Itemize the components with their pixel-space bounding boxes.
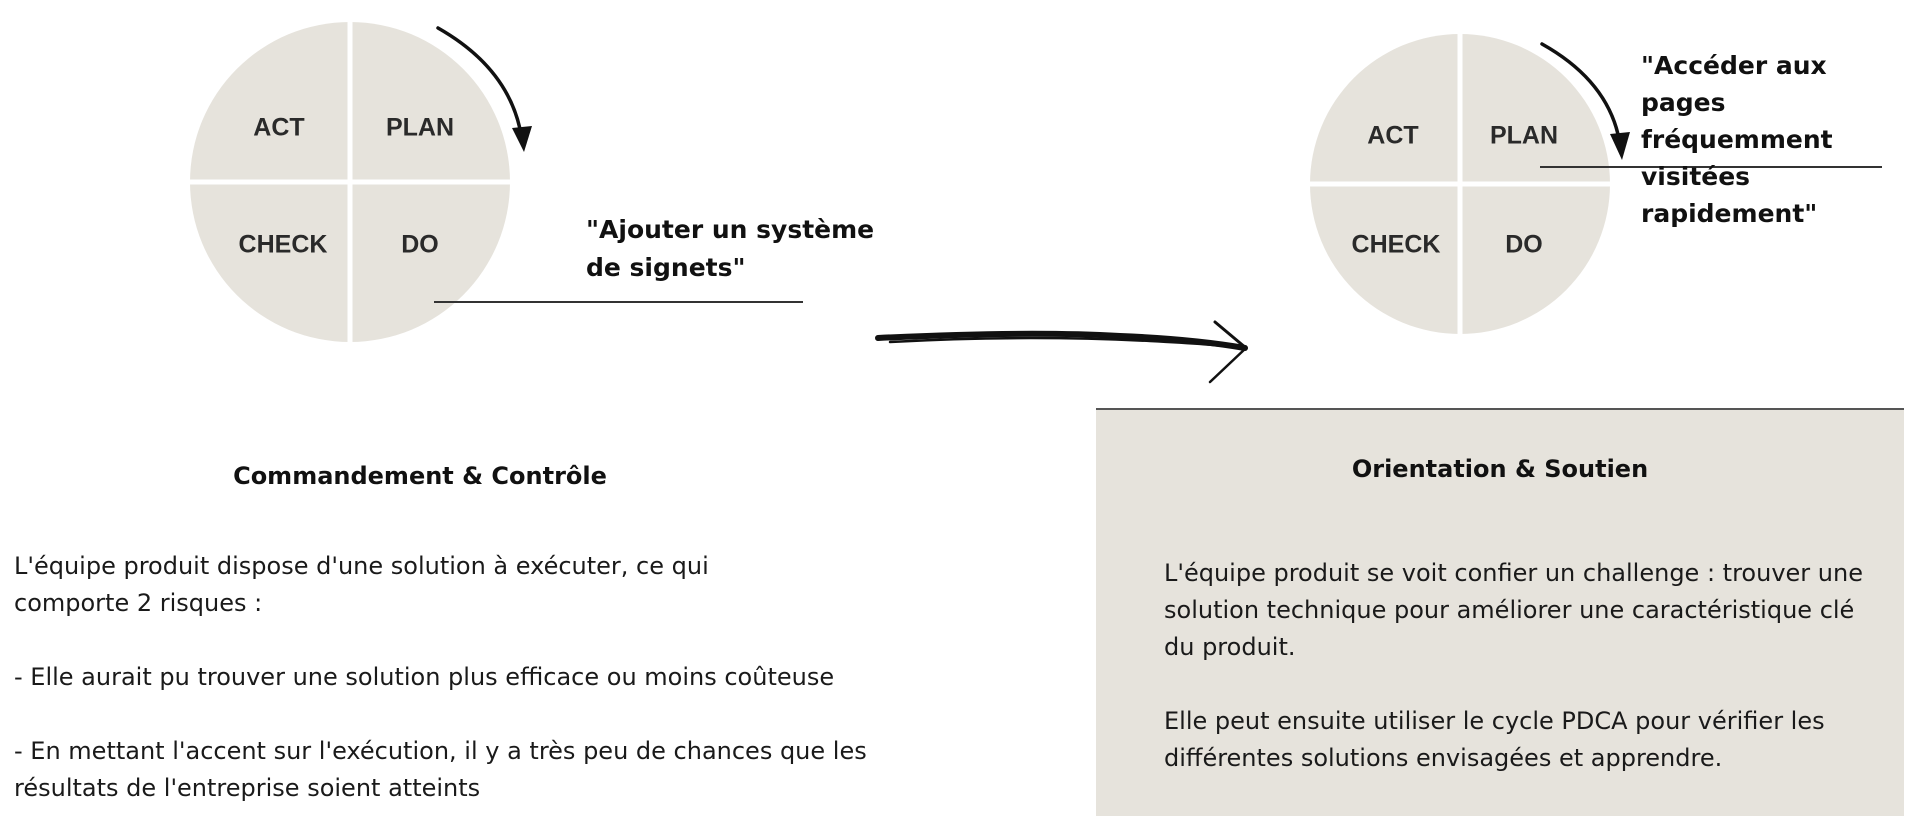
left-panel-body: [14, 548, 1074, 807]
left-quote: [586, 211, 874, 287]
right-panel: [1096, 408, 1904, 816]
right-quote-line-1: "Accéder aux pages: [1641, 51, 1827, 117]
left-panel-risk-2-line-1: - En mettant l'accent sur l'exécution, il y a très peu de chances que les: [14, 737, 867, 765]
left-panel-intro-line-1: L'équipe produit dispose d'une solution à exécuter, ce qui: [14, 552, 709, 580]
right-quote-line-3: rapidement": [1641, 199, 1818, 228]
transition-arrow-head-lower: [1210, 348, 1246, 382]
left-panel-risk-2-line-2: résultats de l'entreprise soient atteints: [14, 774, 481, 802]
right-cycle-check: CHECK: [1351, 230, 1441, 259]
left-panel-risk-1: - Elle aurait pu trouver une solution plus efficace ou moins coûteuse: [14, 663, 835, 691]
left-panel-intro-line-2: comporte 2 risques :: [14, 589, 263, 617]
right-panel-para-2-line-1: Elle peut ensuite utiliser le cycle PDCA pour vérifier les: [1164, 707, 1825, 735]
right-panel-para-1-line-1: L'équipe produit se voit confier un challenge : trouver une: [1164, 559, 1863, 587]
left-cycle-do: DO: [401, 230, 439, 259]
right-quote-line-2: fréquemment visitées: [1641, 125, 1833, 191]
right-quote: [1641, 47, 1915, 232]
left-cycle-act: ACT: [253, 113, 305, 142]
left-cycle-check: CHECK: [238, 230, 328, 259]
right-cycle-act: ACT: [1367, 121, 1419, 150]
left-pdca-cycle: [0, 0, 900, 400]
left-cycle-plan: PLAN: [385, 113, 455, 142]
right-cycle-plan: PLAN: [1489, 121, 1559, 150]
right-cycle-do: DO: [1505, 230, 1543, 259]
right-panel-body: [1164, 555, 1894, 777]
right-panel-title: Orientation & Soutien: [1351, 455, 1649, 483]
left-panel-title: Commandement & Contrôle: [233, 462, 607, 490]
right-cycle-arrowhead: [1610, 132, 1630, 160]
left-quote-line-2: de signets": [586, 253, 746, 282]
transition-arrow: [870, 310, 1250, 390]
right-panel-para-2-line-2: différentes solutions envisagées et apprendre.: [1164, 744, 1723, 772]
left-quote-line-1: "Ajouter un système: [586, 215, 875, 244]
right-panel-para-1-line-2: solution technique pour améliorer une caractéristique clé: [1164, 596, 1855, 624]
left-cycle-arrowhead: [512, 126, 532, 152]
right-panel-para-1-line-3: du produit.: [1164, 633, 1296, 661]
